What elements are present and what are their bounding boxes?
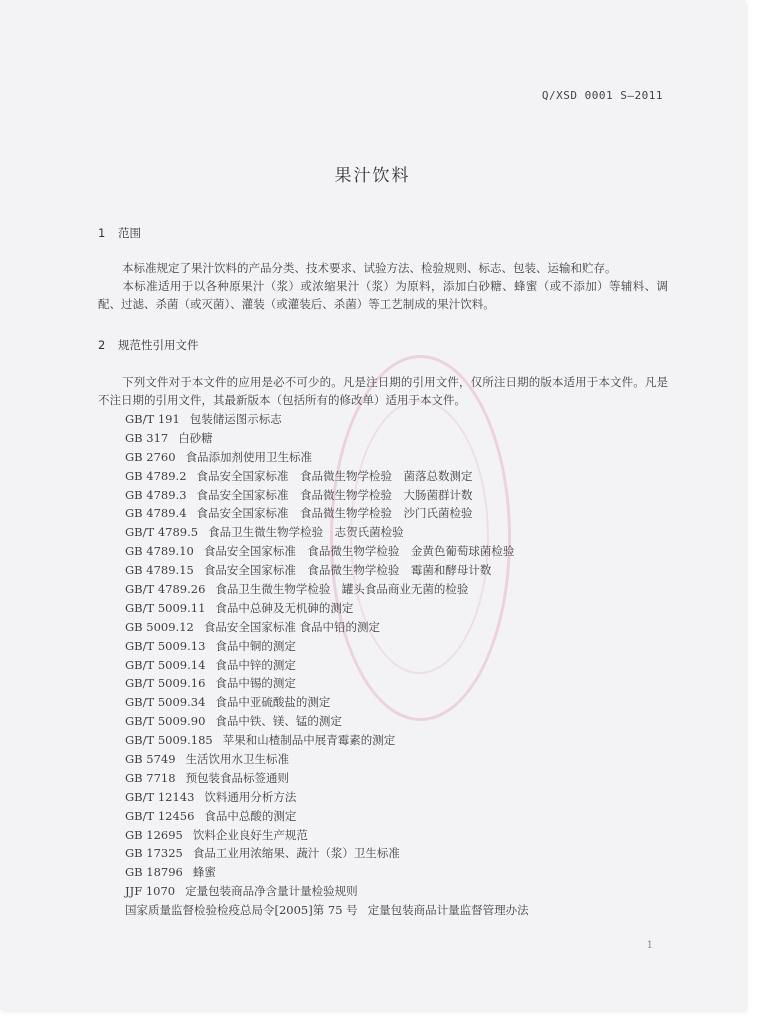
reference-item — [125, 448, 529, 467]
reference-title: 食品中铁、镁、锰的测定 — [215, 714, 342, 729]
reference-code: GB/T 5009.11 — [125, 600, 206, 615]
reference-code: GB 18796 — [125, 865, 183, 880]
reference-item — [125, 712, 529, 731]
reference-item — [125, 882, 529, 901]
reference-item — [125, 523, 529, 542]
reference-code: GB 5749 — [125, 752, 176, 767]
reference-item — [125, 674, 529, 693]
section-1-title: 范围 — [118, 226, 141, 240]
section-1-paragraph-1 — [98, 259, 668, 277]
reference-title: 蜂蜜 — [192, 865, 216, 880]
reference-code: 国家质量监督检验检疫总局令[2005]第 75 号 — [125, 903, 358, 918]
section-2-heading — [98, 337, 199, 353]
reference-item — [125, 542, 529, 561]
reference-title: 食品添加剂使用卫生标准 — [185, 449, 313, 464]
section-1-paragraph-1-text: 本标准规定了果汁饮料的产品分类、技术要求、试验方法、检验规则、标志、包装、运输和贮存。 — [122, 261, 617, 275]
reference-item — [125, 504, 529, 523]
reference-title: 食品安全国家标准 食品微生物学检验 菌落总数测定 — [196, 468, 473, 483]
reference-item — [125, 467, 529, 486]
reference-code: GB/T 4789.26 — [125, 582, 206, 597]
reference-title: 定量包装商品净含量计量检验规则 — [185, 884, 358, 899]
reference-item — [125, 656, 529, 675]
reference-item — [125, 901, 529, 920]
reference-code: GB/T 191 — [125, 412, 180, 426]
reference-item — [125, 807, 529, 826]
reference-title: 食品安全国家标准 食品微生物学检验 大肠菌群计数 — [196, 487, 473, 502]
reference-item — [125, 637, 529, 656]
section-2-title: 规范性引用文件 — [118, 338, 199, 352]
reference-code: GB 7718 — [125, 770, 176, 785]
reference-item — [125, 826, 529, 845]
reference-title: 食品中锌的测定 — [215, 657, 296, 672]
reference-code: GB/T 4789.5 — [125, 525, 199, 540]
reference-item — [125, 580, 529, 599]
reference-title: 食品安全国家标准 食品微生物学检验 沙门氏菌检验 — [196, 506, 473, 521]
reference-title: 预包装食品标签通则 — [185, 770, 290, 785]
standard-code: Q/XSD 0001 S—2011 — [541, 89, 663, 102]
reference-title: 食品卫生微生物学检验 志贺氏菌检验 — [208, 525, 404, 540]
section-1-paragraph-2-text: 本标准适用于以各种原果汁（浆）或浓缩果汁（浆）为原料，添加白砂糖、蜂蜜（或不添加）等辅料、调配、过滤、杀菌（或灭菌）、灌装（或灌装后、杀菌）等工艺制成的果汁饮料。 — [98, 279, 668, 311]
section-1-number: 1 — [98, 226, 106, 240]
reference-title: 饮料企业良好生产规范 — [192, 827, 308, 842]
reference-title: 食品安全国家标准 食品微生物学检验 金黄色葡萄球菌检验 — [203, 544, 515, 559]
reference-item — [125, 769, 529, 788]
reference-code: GB 5009.12 — [125, 619, 194, 634]
document-title: 果汁饮料 — [334, 166, 411, 186]
reference-code: GB 317 — [125, 430, 169, 445]
reference-item — [125, 844, 529, 863]
reference-item — [125, 618, 529, 637]
section-1-paragraph-2 — [98, 277, 668, 313]
reference-code: GB/T 5009.14 — [125, 657, 206, 672]
reference-title: 食品安全国家标准 食品微生物学检验 霉菌和酵母计数 — [203, 563, 492, 578]
reference-code: GB 4789.10 — [125, 544, 194, 559]
reference-item — [125, 486, 529, 505]
reference-title: 定量包装商品计量监督管理办法 — [367, 903, 529, 918]
reference-item — [125, 863, 529, 882]
reference-code: GB/T 12143 — [125, 789, 195, 804]
reference-code: GB 4789.3 — [125, 487, 187, 502]
reference-item — [125, 693, 529, 712]
reference-code: GB/T 5009.34 — [125, 695, 206, 710]
page-number: 1 — [646, 940, 653, 951]
reference-code: GB/T 12456 — [125, 808, 195, 823]
reference-title: 食品中铜的测定 — [215, 638, 296, 653]
reference-item — [125, 429, 529, 448]
reference-title: 食品中锡的测定 — [215, 676, 296, 691]
reference-code: GB/T 5009.13 — [125, 638, 206, 653]
reference-title: 食品卫生微生物学检验 罐头食品商业无菌的检验 — [215, 582, 469, 597]
reference-code: GB/T 5009.90 — [125, 714, 206, 729]
section-1-heading — [98, 225, 141, 241]
reference-title: 食品工业用浓缩果、蔬汁（浆）卫生标准 — [192, 846, 400, 861]
reference-item — [125, 788, 529, 807]
reference-item — [125, 750, 529, 769]
normative-references-list — [125, 410, 529, 920]
reference-item — [125, 599, 529, 618]
reference-code: GB/T 5009.16 — [125, 676, 206, 691]
reference-code: GB 17325 — [125, 846, 183, 861]
reference-item — [125, 410, 529, 429]
reference-title: 食品中总砷及无机砷的测定 — [215, 600, 354, 615]
reference-title: 包装储运图示标志 — [189, 412, 282, 426]
section-2-intro — [98, 373, 668, 409]
reference-item — [125, 561, 529, 580]
reference-code: JJF 1070 — [125, 884, 176, 899]
reference-code: GB/T 5009.185 — [125, 733, 213, 748]
reference-title: 食品安全国家标准 食品中铅的测定 — [203, 619, 381, 634]
reference-code: GB 4789.15 — [125, 563, 194, 578]
reference-code: GB 4789.4 — [125, 506, 187, 521]
reference-title: 食品中总酸的测定 — [204, 808, 297, 823]
reference-title: 生活饮用水卫生标准 — [185, 752, 290, 767]
reference-title: 食品中亚硫酸盐的测定 — [215, 695, 331, 710]
reference-code: GB 4789.2 — [125, 468, 187, 483]
reference-code: GB 12695 — [125, 827, 183, 842]
reference-code: GB 2760 — [125, 449, 176, 464]
reference-item — [125, 731, 529, 750]
reference-title: 白砂糖 — [178, 430, 213, 445]
reference-title: 苹果和山楂制品中展青霉素的测定 — [222, 733, 396, 748]
reference-title: 饮料通用分析方法 — [204, 789, 297, 804]
section-2-intro-text: 下列文件对于本文件的应用是必不可少的。凡是注日期的引用文件，仅所注日期的版本适用于本文件。凡是不注日期的引用文件，其最新版本（包括所有的修改单）适用于本文件。 — [98, 375, 668, 407]
section-2-number: 2 — [98, 338, 106, 352]
